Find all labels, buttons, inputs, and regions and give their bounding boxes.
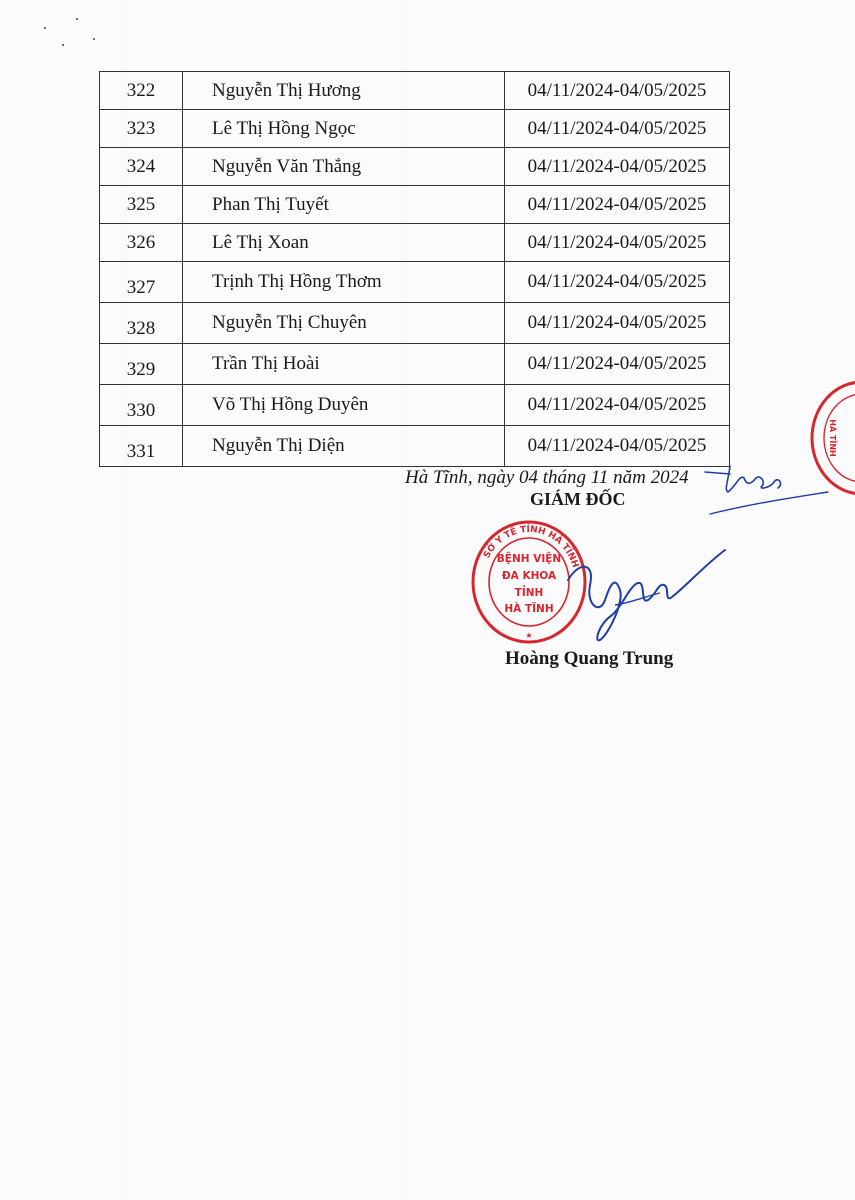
row-number: 324 <box>100 148 183 186</box>
scan-speck <box>44 27 46 29</box>
table-row <box>100 426 730 467</box>
row-number: 327 <box>100 262 183 303</box>
training-period: 04/11/2024-04/05/2025 <box>505 385 730 426</box>
staff-name: Nguyễn Thị Diện <box>183 426 505 467</box>
training-period: 04/11/2024-04/05/2025 <box>505 110 730 148</box>
table-row <box>100 110 730 148</box>
seal-line-2: ĐA KHOA <box>501 570 557 582</box>
staff-name: Lê Thị Hồng Ngọc <box>183 110 505 148</box>
edge-seal-fragment <box>800 378 855 498</box>
training-period: 04/11/2024-04/05/2025 <box>505 224 730 262</box>
seal-line-4: HÀ TĨNH <box>504 603 554 615</box>
training-period: 04/11/2024-04/05/2025 <box>505 72 730 110</box>
row-number: 326 <box>100 224 183 262</box>
staff-name: Trịnh Thị Hồng Thơm <box>183 262 505 303</box>
staff-name: Nguyễn Thị Hương <box>183 72 505 110</box>
signer-name: Hoàng Quang Trung <box>505 648 674 669</box>
edge-seal-text: HÀ TĨNH <box>828 419 837 457</box>
seal-star-icon: ★ <box>525 631 533 640</box>
row-number: 323 <box>100 110 183 148</box>
staff-roster-table <box>99 71 730 467</box>
staff-name: Nguyễn Thị Chuyên <box>183 303 505 344</box>
director-signature <box>560 545 730 645</box>
training-period: 04/11/2024-04/05/2025 <box>505 262 730 303</box>
signer-title: GIÁM ĐỐC <box>530 489 626 509</box>
table-row <box>100 186 730 224</box>
row-number: 325 <box>100 186 183 224</box>
table-row <box>100 344 730 385</box>
scan-speck <box>62 44 64 46</box>
staff-name: Lê Thị Xoan <box>183 224 505 262</box>
table-row <box>100 72 730 110</box>
seal-ring-text: SỞ Y TẾ TỈNH HÀ TĨNH <box>482 524 580 570</box>
staff-name: Nguyễn Văn Thắng <box>183 148 505 186</box>
training-period: 04/11/2024-04/05/2025 <box>505 344 730 385</box>
scan-speck <box>76 18 78 20</box>
row-number: 330 <box>100 385 183 426</box>
table-row <box>100 224 730 262</box>
table-row <box>100 303 730 344</box>
training-period: 04/11/2024-04/05/2025 <box>505 186 730 224</box>
row-number: 328 <box>100 303 183 344</box>
training-period: 04/11/2024-04/05/2025 <box>505 148 730 186</box>
place-date-line: Hà Tĩnh, ngày 04 tháng 11 năm 2024 <box>405 467 689 488</box>
table-row <box>100 262 730 303</box>
seal-line-3: TỈNH <box>514 587 544 599</box>
staff-name: Võ Thị Hồng Duyên <box>183 385 505 426</box>
training-period: 04/11/2024-04/05/2025 <box>505 426 730 467</box>
table-row <box>100 148 730 186</box>
row-number: 331 <box>100 426 183 467</box>
table-row <box>100 385 730 426</box>
roster-body <box>100 72 730 467</box>
row-number: 322 <box>100 72 183 110</box>
training-period: 04/11/2024-04/05/2025 <box>505 303 730 344</box>
staff-name: Trần Thị Hoài <box>183 344 505 385</box>
row-number: 329 <box>100 344 183 385</box>
staff-name: Phan Thị Tuyết <box>183 186 505 224</box>
seal-line-1: BỆNH VIỆN <box>496 553 562 565</box>
scan-speck <box>93 38 95 40</box>
